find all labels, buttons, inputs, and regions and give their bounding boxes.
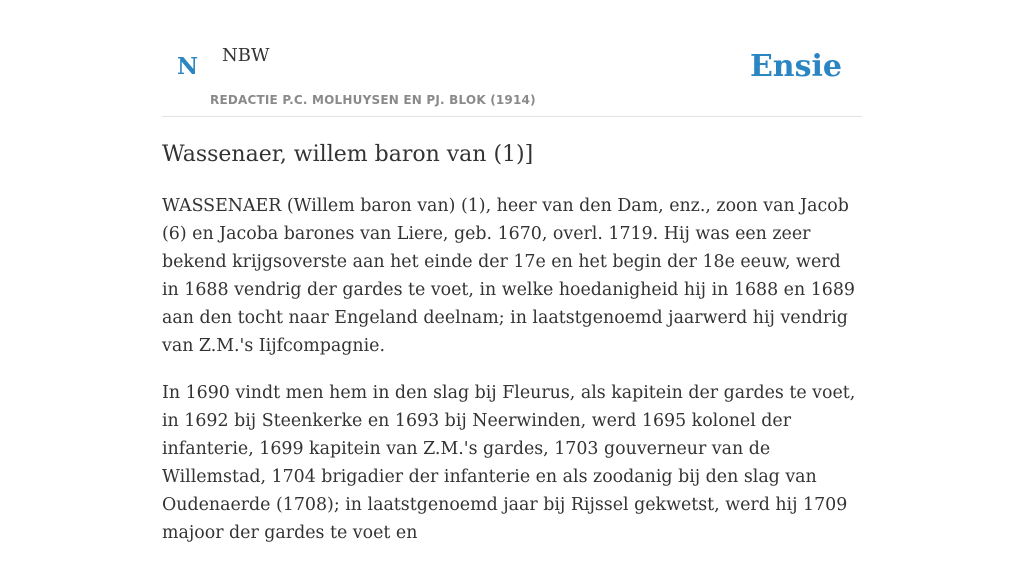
article-paragraph: WASSENAER (Willem baron van) (1), heer van den Dam, enz., zoon van Jacob (6) en Jacoba barones van Liere, geb. 1670, overl. 1719. Hij was een zeer bekend krijgsoverste aan het einde der 17e en het begin der 18e eeuw, werd in 1688 vendrig der gardes te voet, in welke hoedanigheid hij in 1688 en 1689 aan den tocht naar Engeland deelnam; in laatstgenoemd jaarwerd hij vendrig van Z.M.'s Iijfcompagnie. [162, 196, 855, 356]
article-body [162, 192, 862, 566]
source-logo-icon[interactable]: N [177, 53, 199, 80]
source-header [162, 0, 862, 117]
content-container [162, 0, 862, 543]
source-subtitle: REDACTIE P.C. MOLHUYSEN EN PJ. BLOK (1914) [210, 93, 536, 107]
source-name[interactable]: NBW [222, 45, 270, 66]
article-paragraph: In 1690 vindt men hem in den slag bij Fleurus, als kapitein der gardes te voet, in 1692 bij Steenkerke en 1693 bij Neerwinden, werd 1695 kolonel der infanterie, 1699 kapitein van Z.M.'s gardes, 1703 gouverneur van de Willemstad, 1704 brigadier der infanterie en als zoodanig bij den slag van Oudenaerde (1708); in laatstgenoemd jaar bij Rijssel gekwetst, werd hij 1709 majoor der gardes te voet en [162, 383, 856, 543]
article-title: Wassenaer, willem baron van (1)] [162, 142, 534, 167]
brand-logo[interactable]: Ensie [749, 49, 842, 84]
